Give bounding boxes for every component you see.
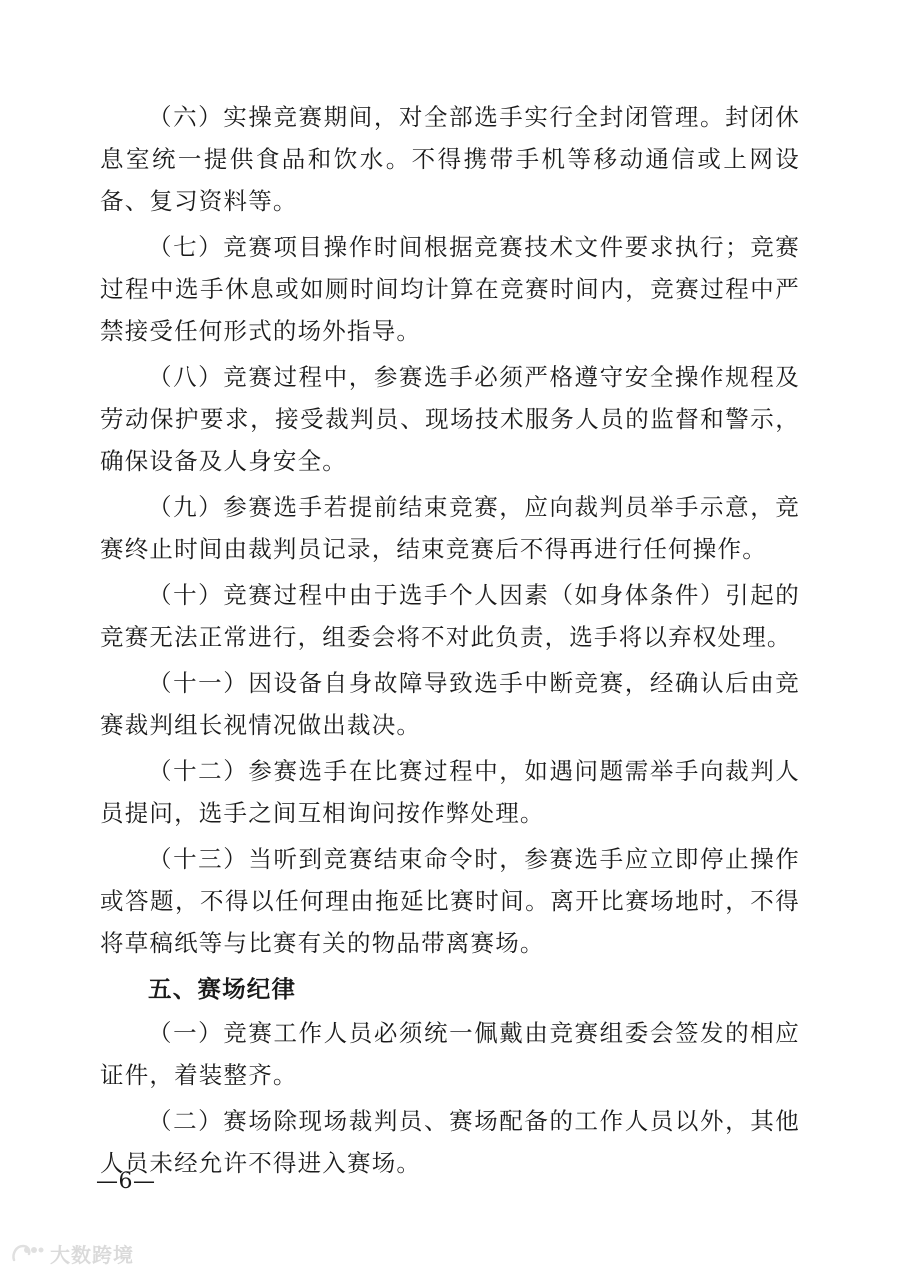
paragraph-10: （十）竞赛过程中由于选手个人因素（如身体条件）引起的竞赛无法正常进行，组委会将不对此负责，选手将以弃权处理。 <box>100 581 800 651</box>
paragraph-6: （六）实操竞赛期间，对全部选手实行全封闭管理。封闭休息室统一提供食品和饮水。不得携带手机等移动通信或上网设备、复习资料等。 <box>100 103 800 215</box>
watermark <box>10 1238 134 1268</box>
section-paragraph-2: （二）赛场除现场裁判员、赛场配备的工作人员以外，其他人员未经允许不得进入赛场。 <box>100 1107 800 1177</box>
page-number: —6— <box>96 1169 156 1194</box>
section-paragraph-1: （一）竞赛工作人员必须统一佩戴由竞赛组委会签发的相应证件，着装整齐。 <box>100 1019 800 1089</box>
paragraph-13: （十三）当听到竞赛结束命令时，参赛选手应立即停止操作或答题，不得以任何理由拖延比赛时间。离开比赛场地时，不得将草稿纸等与比赛有关的物品带离赛场。 <box>100 845 800 957</box>
paragraph-8: （八）竞赛过程中，参赛选手必须严格遵守安全操作规程及劳动保护要求，接受裁判员、现场技术服务人员的监督和警示，确保设备及人身安全。 <box>100 363 800 475</box>
paragraph-9: （九）参赛选手若提前结束竞赛，应向裁判员举手示意，竞赛终止时间由裁判员记录，结束竞赛后不得再进行任何操作。 <box>100 493 800 563</box>
paragraph-7: （七）竞赛项目操作时间根据竞赛技术文件要求执行；竞赛过程中选手休息或如厕时间均计算在竞赛时间内，竞赛过程中严禁接受任何形式的场外指导。 <box>100 233 800 345</box>
document-body <box>100 96 800 1188</box>
paragraph-11: （十一）因设备自身故障导致选手中断竞赛，经确认后由竞赛裁判组长视情况做出裁决。 <box>100 669 800 739</box>
paragraph-12: （十二）参赛选手在比赛过程中，如遇问题需举手向裁判人员提问，选手之间互相询问按作弊处理。 <box>100 757 800 827</box>
section-heading: 五、赛场纪律 <box>148 975 297 1003</box>
watermark-text: 大数跨境 <box>50 1242 134 1267</box>
watermark-logo-icon <box>10 1242 44 1264</box>
